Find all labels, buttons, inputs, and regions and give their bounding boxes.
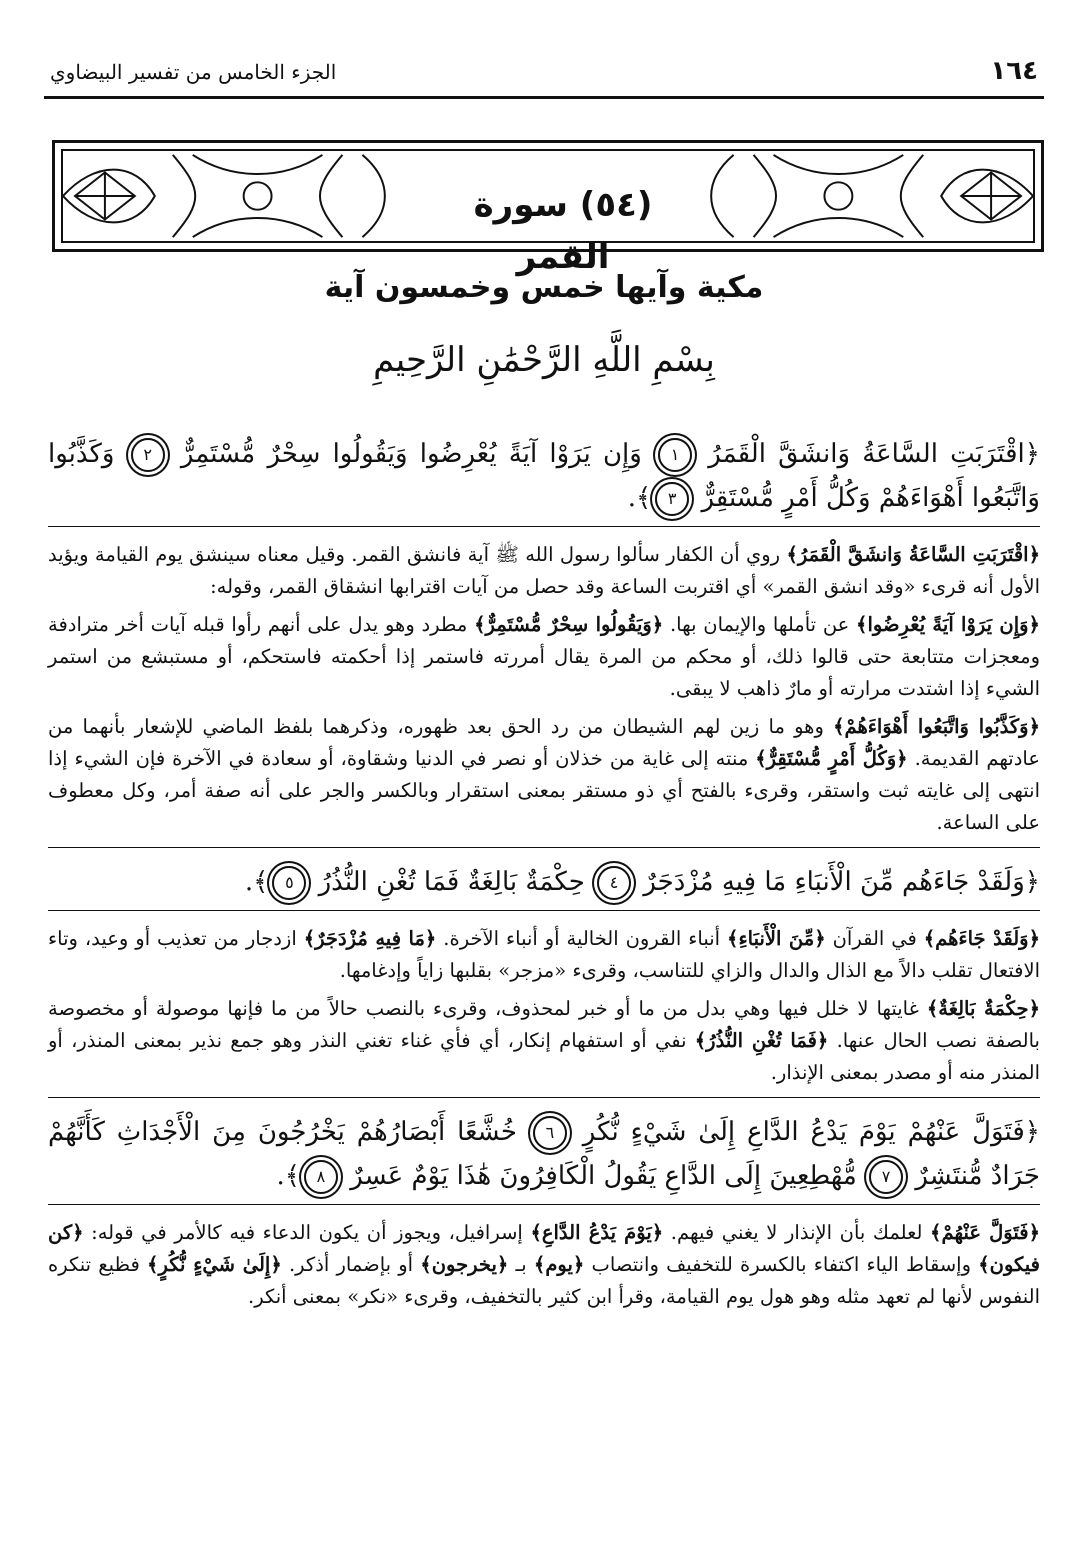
commentary-text: غايتها لا خلل فيها وهي بدل من ما أو خبر لمحذوف، وقرىء بالنصب حالاً من ما فإنها موصولة أو مخصوصة بالصفة نصب الحال عنها. bbox=[48, 997, 1040, 1052]
commentary-text: نفي أو استفهام إنكار، أي فأي غناء تغني النذر وهو جمع نذير بمعنى المنذر، أو المنذر منه أو مصدر بمعنى الإنذار. bbox=[48, 1029, 1040, 1084]
commentary-text: بـ bbox=[508, 1253, 534, 1276]
verse-text: وَكَذَّبُوا وَاتَّبَعُوا أَهْوَاءَهُمْ وَكُلُّ أَمْرٍ مُّسْتَقِرٌّ bbox=[48, 439, 1040, 513]
ayah-number-marker: ٦ bbox=[533, 1116, 567, 1150]
quoted-verse-text: ﴿وَإِن يَرَوْا آيَةً يُعْرِضُوا﴾ bbox=[856, 613, 1040, 636]
surah-title: (٥٤) سورة القمر bbox=[443, 179, 683, 231]
surah-banner-inner-frame bbox=[61, 149, 1035, 277]
commentary-text: لعلمك بأن الإنذار لا يغني فيهم. bbox=[663, 1221, 931, 1244]
page-number: ١٦٤ bbox=[990, 56, 1038, 86]
commentary-text: وهو ما زين لهم الشيطان من رد الحق بعد ظهوره، وذكرهما بلفظ الماضي للإشعار بأنهما من عادتهم القديمة. bbox=[48, 715, 1040, 770]
quoted-verse-text: ﴿اقْتَرَبَتِ السَّاعَةُ وَانشَقَّ الْقَمَرُ﴾ bbox=[786, 543, 1041, 566]
book-title: الجزء الخامس من تفسير البيضاوي bbox=[50, 60, 337, 84]
ayah-number-marker: ٣ bbox=[655, 482, 689, 516]
ayah-number-marker: ٢ bbox=[131, 438, 165, 472]
quoted-verse-text: ﴿يخرجون﴾ bbox=[420, 1253, 509, 1276]
verse-text: حِكْمَةٌ بَالِغَةٌ فَمَا تُغْنِ النُّذُرُ bbox=[310, 867, 594, 897]
ayah-number-marker: ٧ bbox=[869, 1160, 903, 1194]
verse-text: خُشَّعًا أَبْصَارُهُمْ يَخْرُجُونَ مِنَ الْأَجْدَاثِ كَأَنَّهُمْ جَرَادٌ مُّنتَشِرٌ bbox=[48, 1117, 1040, 1191]
verse-text: ﴾. bbox=[276, 1161, 300, 1191]
surah-subtitle: مكية وآيها خمس وخمسون آية bbox=[324, 270, 764, 305]
verse-text: مُّهْطِعِينَ إِلَى الدَّاعِ يَقُولُ الْكَافِرُونَ هَٰذَا يَوْمٌ عَسِرٌ bbox=[341, 1161, 866, 1191]
commentary-text: وإسقاط الياء اكتفاء بالكسرة للتخفيف وانتصاب bbox=[584, 1253, 979, 1276]
commentary-paragraph bbox=[48, 609, 1040, 705]
commentary-paragraph bbox=[48, 923, 1040, 987]
ayah-number-marker: ١ bbox=[658, 438, 692, 472]
tafsir-content bbox=[48, 432, 1040, 1319]
quoted-verse-text: ﴿فَمَا تُغْنِ النُّذُرُ﴾ bbox=[694, 1029, 829, 1052]
quoted-verse-text: ﴿يَوْمَ يَدْعُ الدَّاعِ﴾ bbox=[530, 1221, 664, 1244]
commentary-text: مطرد وهو يدل على أنهم رأوا قبله آيات أخر مترادفة ومعجزات متتابعة حتى قالوا ذلك، أو محكم من المرة يقال أمررته فاستمر إذا أحكمته فاستحكم، أو مستبشع من استمر الشيء إذا اشتدت مرارته أو مارٌ ذاهب لا يبقى. bbox=[48, 613, 1040, 700]
ayah-number-marker: ٥ bbox=[272, 866, 306, 900]
commentary-text: روي أن الكفار سألوا رسول الله ﷺ آية فانشق القمر. وقيل معناه سينشق يوم القيامة ويؤيد الأول أنه قرىء «وقد انشق القمر» أي اقتربت الساعة وقد حصل من آيات اقترابها انشقاق القمر، وقوله: bbox=[48, 543, 1040, 598]
verse-text: ﴿اقْتَرَبَتِ السَّاعَةُ وَانشَقَّ الْقَمَرُ bbox=[696, 439, 1040, 469]
quoted-verse-text: ﴿يوم﴾ bbox=[533, 1253, 585, 1276]
quran-verse-block bbox=[48, 1110, 1040, 1205]
commentary-text: ازدجار من تعذيب أو وعيد، وتاء الافتعال تقلب دالاً مع الذال والدال والزاي للتناسب، وقرىء «مزجر» بقلبها زاياً وإدغامها. bbox=[48, 927, 1040, 982]
verse-text: ﴿وَلَقَدْ جَاءَهُم مِّنَ الْأَنبَاءِ مَا فِيهِ مُزْدَجَرٌ bbox=[635, 867, 1040, 897]
quran-verse-block bbox=[48, 860, 1040, 911]
verse-text: وَإِن يَرَوْا آيَةً يُعْرِضُوا وَيَقُولُوا سِحْرٌ مُّسْتَمِرٌّ bbox=[168, 439, 655, 469]
quran-verse-block bbox=[48, 432, 1040, 527]
quoted-verse-text: ﴿وَلَقَدْ جَاءَهُم﴾ bbox=[923, 927, 1041, 950]
quoted-verse-text: ﴿حِكْمَةٌ بَالِغَةٌ﴾ bbox=[926, 997, 1040, 1020]
quoted-verse-text: ﴿وَكُلُّ أَمْرٍ مُّسْتَقِرٌّ﴾ bbox=[755, 747, 908, 770]
verse-text: ﴿فَتَوَلَّ عَنْهُمْ يَوْمَ يَدْعُ الدَّاعِ إِلَىٰ شَيْءٍ نُّكُرٍ bbox=[570, 1117, 1040, 1147]
ayah-number-marker: ٨ bbox=[304, 1160, 338, 1194]
commentary-paragraph bbox=[48, 539, 1040, 603]
verse-text: ﴾. bbox=[244, 867, 269, 897]
quoted-verse-text: ﴿كن فيكون﴾ bbox=[48, 1221, 1040, 1276]
commentary-paragraph bbox=[48, 993, 1040, 1098]
commentary-text: أنباء القرون الخالية أو أنباء الآخرة. bbox=[436, 927, 728, 950]
commentary-text: فظيع تنكره النفوس لأنها لم تعهد مثله وهو هول يوم القيامة، وقرأ ابن كثير بالتخفيف، وقرىء «نكر» بمعنى أنكر. bbox=[48, 1253, 1040, 1308]
commentary-text: في القرآن bbox=[825, 927, 924, 950]
commentary-text: منته إلى غاية من خذلان أو نصر في الدنيا وشقاوة، أو سعادة في الآخرة فإن الشيء إذا انتهى إلى غايته ثبت واستقر، وقرىء بالفتح أي ذو مستقر بمعنى استقرار وبالكسر والجر على أنه صفة أمر، وكل معطوف على الساعة. bbox=[48, 747, 1040, 834]
commentary-text: أو بإضمار أذكر. bbox=[281, 1253, 421, 1276]
commentary-paragraph bbox=[48, 711, 1040, 848]
quoted-verse-text: ﴿فَتَوَلَّ عَنْهُمْ﴾ bbox=[930, 1221, 1041, 1244]
quoted-verse-text: ﴿مَا فِيهِ مُزْدَجَرٌ﴾ bbox=[303, 927, 437, 950]
commentary-text: إسرافيل، ويجوز أن يكون الدعاء فيه كالأمر في قوله: bbox=[83, 1221, 531, 1244]
running-header bbox=[40, 56, 1048, 96]
quoted-verse-text: ﴿إِلَىٰ شَيْءٍ نُّكُرٍ﴾ bbox=[147, 1253, 282, 1276]
quoted-verse-text: ﴿وَكَذَّبُوا وَاتَّبَعُوا أَهْوَاءَهُمْ﴾ bbox=[833, 715, 1041, 738]
quoted-verse-text: ﴿وَيَقُولُوا سِحْرٌ مُّسْتَمِرٌّ﴾ bbox=[474, 613, 664, 636]
commentary-text: عن تأملها والإيمان بها. bbox=[663, 613, 857, 636]
header-rule bbox=[44, 96, 1044, 99]
ayah-number-marker: ٤ bbox=[597, 866, 631, 900]
verse-text: ﴾. bbox=[627, 483, 652, 513]
quoted-verse-text: ﴿مِّنَ الْأَنبَاءِ﴾ bbox=[727, 927, 826, 950]
commentary-paragraph bbox=[48, 1217, 1040, 1313]
surah-banner bbox=[52, 140, 1044, 277]
basmala: بِسْمِ اللَّهِ الرَّحْمَٰنِ الرَّحِيمِ bbox=[373, 340, 715, 380]
